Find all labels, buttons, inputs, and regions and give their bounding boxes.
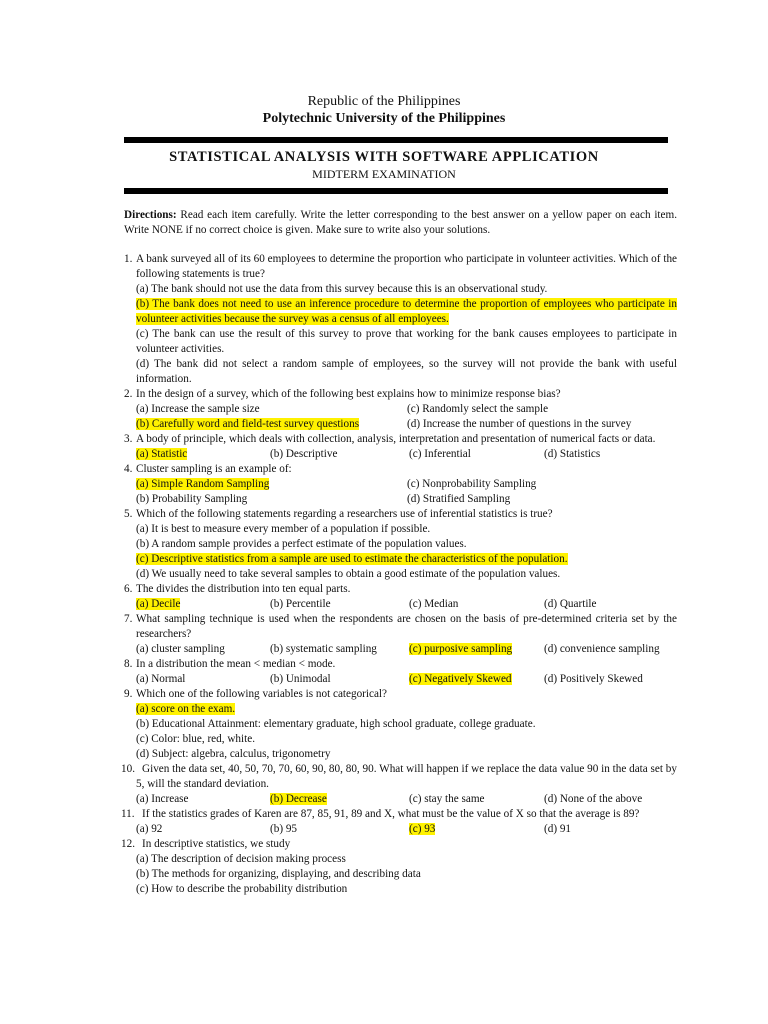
- option-a: (a) The description of decision making process: [136, 853, 346, 865]
- option-c: (c) Color: blue, red, white.: [136, 733, 255, 745]
- option-b: (b) systematic sampling: [270, 643, 377, 655]
- option-a: (a) Increase the sample size: [136, 403, 260, 415]
- option-d: (d) Positively Skewed: [544, 673, 643, 685]
- question-text: In the design of a survey, which of the following best explains how to minimize response bias?: [136, 388, 561, 400]
- question-number: 4.: [124, 463, 133, 475]
- option-a: (a) The bank should not use the data from this survey because this is an observational study.: [136, 283, 548, 295]
- question-10: [121, 762, 677, 807]
- question-2: [124, 387, 677, 432]
- option-b: (b) Percentile: [270, 598, 331, 610]
- country-line: Republic of the Philippines: [307, 94, 461, 109]
- question-text: Which one of the following variables is not categorical?: [136, 688, 388, 700]
- answer-highlight: (c) 93: [409, 823, 436, 835]
- question-number: 5.: [124, 508, 133, 520]
- question-text: What sampling technique is used when the respondents are chosen on the basis of pre-determined criteria set by the researchers?: [136, 613, 677, 640]
- question-text: If the statistics grades of Karen are 87, 85, 91, 89 and X, what must be the value of X so that the average is 89?: [142, 808, 640, 820]
- option-b: (b) 95: [270, 823, 298, 835]
- question-12: [121, 837, 677, 897]
- option-c-answer: [409, 822, 544, 837]
- options-row: [136, 447, 677, 462]
- question-number: 9.: [124, 688, 133, 700]
- option-b: (b) Educational Attainment: elementary graduate, high school graduate, college graduate.: [136, 718, 536, 730]
- question-number: 6.: [124, 583, 133, 595]
- option-a: (a) Increase: [136, 793, 189, 805]
- option-c: (c) How to describe the probability distribution: [136, 883, 348, 895]
- answer-highlight: (c) Descriptive statistics from a sample are used to estimate the characteristics of the population.: [136, 553, 568, 565]
- option-d: (d) convenience sampling: [544, 643, 660, 655]
- question-8: [124, 657, 677, 687]
- question-text: Cluster sampling is an example of:: [136, 463, 292, 475]
- option-d: (d) Quartile: [544, 598, 597, 610]
- question-number: 3.: [124, 433, 133, 445]
- option-c: (c) stay the same: [409, 793, 485, 805]
- option-c: (c) The bank can use the result of this survey to prove that working for the bank causes employees to participate in volunteer activities.: [136, 328, 677, 355]
- question-text: In a distribution the mean < median < mode.: [136, 658, 336, 670]
- question-6: [124, 582, 677, 612]
- option-b-answer: [136, 417, 407, 432]
- question-number: 12.: [121, 838, 135, 850]
- option-d: (d) Stratified Sampling: [407, 493, 511, 505]
- top-rule: [124, 137, 668, 143]
- option-c: (c) Median: [409, 598, 459, 610]
- course-title: STATISTICAL ANALYSIS WITH SOFTWARE APPLICATION: [169, 149, 599, 165]
- option-a-answer: [136, 447, 270, 462]
- option-a: (a) Normal: [136, 673, 186, 685]
- directions-label: Directions:: [124, 209, 177, 221]
- option-d: (d) Increase the number of questions in the survey: [407, 418, 632, 430]
- question-number: 1.: [124, 253, 133, 265]
- question-text: Which of the following statements regarding a researchers use of inferential statistics is true?: [136, 508, 553, 520]
- answer-highlight: (a) Statistic: [136, 448, 188, 460]
- option-a-answer: [136, 597, 270, 612]
- options-row: [136, 597, 677, 612]
- answer-highlight: (c) Negatively Skewed: [409, 673, 512, 685]
- answer-highlight: (c) purposive sampling: [409, 643, 513, 655]
- option-d: (d) None of the above: [544, 793, 643, 805]
- option-a-answer: [136, 477, 407, 492]
- option-d: (d) The bank did not select a random sample of employees, so the survey will not provide the bank with useful information.: [136, 358, 677, 385]
- option-c-answer: [409, 672, 544, 687]
- option-a: (a) It is best to measure every member of a population if possible.: [136, 523, 431, 535]
- options-row: [136, 792, 677, 807]
- options-row: [136, 672, 677, 687]
- exam-content: [121, 208, 677, 897]
- answer-highlight: (a) Simple Random Sampling: [136, 478, 270, 490]
- question-11: [121, 807, 677, 837]
- option-b: (b) Unimodal: [270, 673, 331, 685]
- options-row: [136, 822, 677, 837]
- exam-title: MIDTERM EXAMINATION: [312, 167, 456, 181]
- question-number: 11.: [121, 808, 135, 820]
- question-9: [124, 687, 677, 762]
- question-number: 8.: [124, 658, 133, 670]
- options-row: [136, 417, 677, 432]
- option-b: (b) A random sample provides a perfect estimate of the population values.: [136, 538, 467, 550]
- option-b: (b) The methods for organizing, displaying, and describing data: [136, 868, 421, 880]
- options-row: [136, 402, 677, 417]
- answer-highlight: (b) The bank does not need to use an inference procedure to determine the proportion of employees who participate in volunteer activities because the survey was a census of all employees.: [136, 298, 677, 325]
- options-row: [136, 477, 677, 492]
- options-row: [136, 642, 677, 657]
- question-text: A body of principle, which deals with collection, analysis, interpretation and presentation of numerical facts or data.: [136, 433, 656, 445]
- question-5: [124, 507, 677, 582]
- option-a: (a) cluster sampling: [136, 643, 225, 655]
- option-d: (d) We usually need to take several samples to obtain a good estimate of the population values.: [136, 568, 561, 580]
- question-text: Given the data set, 40, 50, 70, 70, 60, 90, 80, 80, 90. What will happen if we replace the data value 90 in the data set by 5, will the standard deviation.: [136, 763, 677, 790]
- option-b: (b) Probability Sampling: [136, 493, 248, 505]
- question-text: In descriptive statistics, we study: [142, 838, 291, 850]
- question-number: 10.: [121, 763, 135, 775]
- question-4: [124, 462, 677, 507]
- option-d: (d) Subject: algebra, calculus, trigonometry: [136, 748, 331, 760]
- option-a: (a) 92: [136, 823, 163, 835]
- answer-highlight: (b) Decrease: [270, 793, 327, 805]
- directions: [124, 208, 677, 238]
- option-c: (c) Inferential: [409, 448, 471, 460]
- option-a-answer: [136, 702, 677, 717]
- question-text: The divides the distribution into ten equal parts.: [136, 583, 351, 595]
- question-1: [124, 252, 677, 387]
- directions-text: Read each item carefully. Write the letter corresponding to the best answer on a yellow paper on each item. Write NONE if no correct choice is given. Make sure to write also your solutions.: [124, 209, 677, 236]
- question-number: 2.: [124, 388, 133, 400]
- option-b: (b) Descriptive: [270, 448, 338, 460]
- option-b-answer: [136, 297, 677, 327]
- option-c: (c) Randomly select the sample: [407, 403, 549, 415]
- answer-highlight: (a) score on the exam.: [136, 703, 236, 715]
- question-text: A bank surveyed all of its 60 employees to determine the proportion who participate in volunteer activities. Which of the following statements is true?: [136, 253, 677, 280]
- answer-highlight: (b) Carefully word and field-test survey questions: [136, 418, 360, 430]
- university-name: Polytechnic University of the Philippines: [262, 111, 506, 126]
- option-d: (d) Statistics: [544, 448, 601, 460]
- option-d: (d) 91: [544, 823, 572, 835]
- option-b-answer: [270, 792, 409, 807]
- options-row: [136, 492, 677, 507]
- question-7: [124, 612, 677, 657]
- answer-highlight: (a) Decile: [136, 598, 181, 610]
- option-c: (c) Nonprobability Sampling: [407, 478, 537, 490]
- bottom-rule: [124, 188, 668, 194]
- question-3: [124, 432, 677, 462]
- option-c-answer: [136, 552, 677, 567]
- option-c-answer: [409, 642, 544, 657]
- question-number: 7.: [124, 613, 133, 625]
